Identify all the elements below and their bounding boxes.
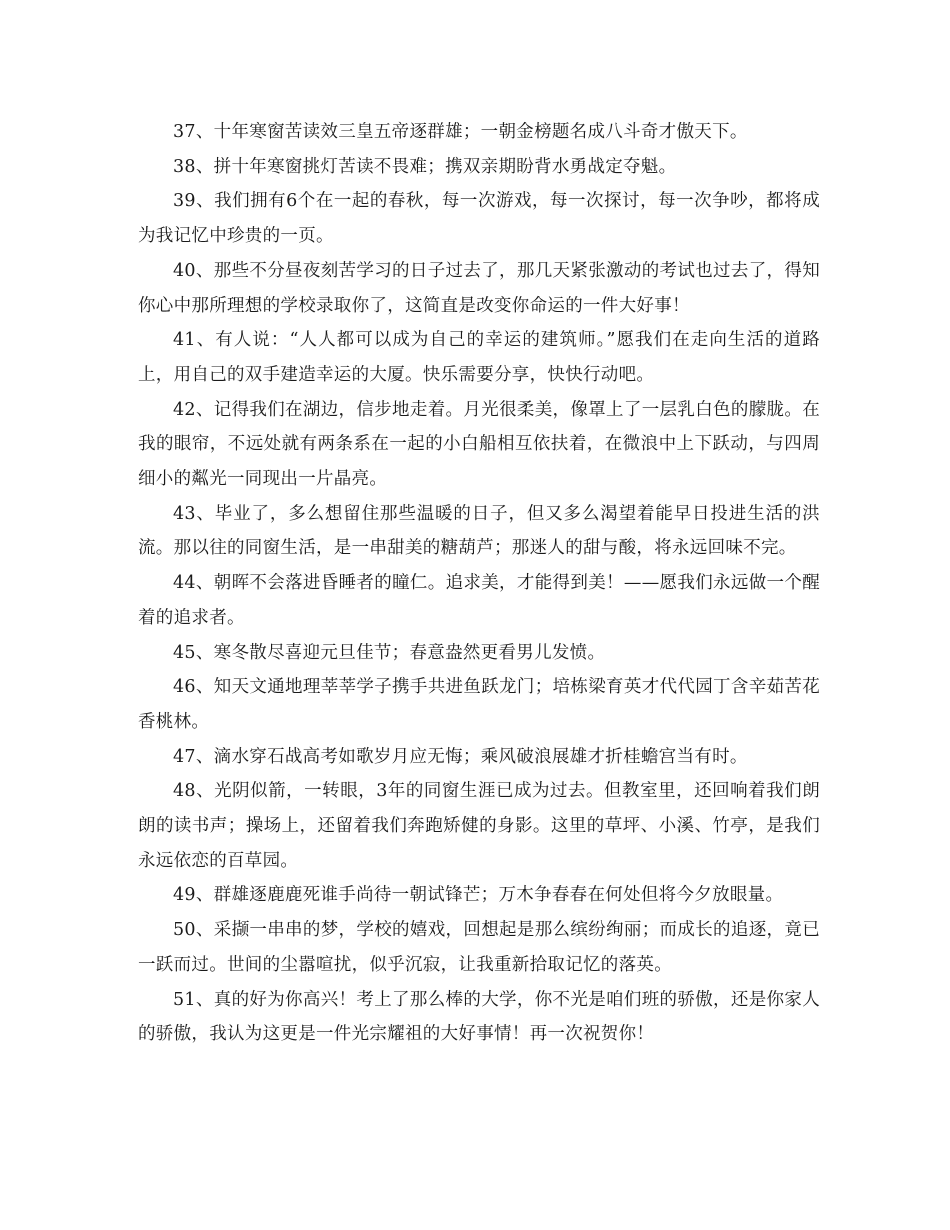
paragraph-37: 37、十年寒窗苦读效三皇五帝逐群雄；一朝金榜题名成八斗奇才傲天下。: [173, 122, 748, 142]
paragraph-41: 41、有人说：“人人都可以成为自己的幸运的建筑师。”愿我们在走向生活的道路上，用自己的双手建造幸运的大厦。快乐需要分享，快快行动吧。: [138, 330, 820, 385]
paragraph-47: 47、滴水穿石战高考如歌岁月应无悔；乘风破浪展雄才折桂蟾宫当有时。: [173, 746, 748, 767]
paragraph-49: 49、群雄逐鹿鹿死谁手尚待一朝试锋芒；万木争春春在何处但将今夕放眼量。: [173, 885, 784, 906]
paragraph-46: 46、知天文通地理莘莘学子携手共进鱼跃龙门；培栋梁育英才代代园丁含辛茹苦花香桃林。: [138, 677, 820, 732]
paragraph-50: 50、采撷一串串的梦，学校的嬉戏，回想起是那么缤纷绚丽；而成长的追逐，竟已一跃而过。世间的尘嚣喧扰，似乎沉寂，让我重新拾取记忆的落英。: [138, 920, 820, 975]
paragraph-44: 44、朝晖不会落进昏睡者的瞳仁。追求美，才能得到美！——愿我们永远做一个醒着的追求者。: [138, 573, 820, 628]
paragraph-39: 39、我们拥有6个在一起的春秋，每一次游戏，每一次探讨，每一次争吵，都将成为我记忆中珍贵的一页。: [138, 191, 820, 247]
body-text: [138, 115, 820, 1052]
paragraph-40: 40、那些不分昼夜刻苦学习的日子过去了，那几天紧张激动的考试也过去了，得知你心中那所理想的学校录取你了，这简直是改变你命运的一件大好事！: [138, 260, 820, 316]
paragraph-43: 43、毕业了，多么想留住那些温暖的日子，但又多么渴望着能早日投进生活的洪流。那以往的同窗生活，是一串甜美的糖葫芦；那迷人的甜与酸，将永远回味不完。: [138, 503, 820, 559]
paragraph-42: 42、记得我们在湖边，信步地走着。月光很柔美，像罩上了一层乳白色的朦胧。在我的眼帘，不远处就有两条系在一起的小白船相互依扶着，在微浪中上下跃动，与四周细小的粼光一同现出一片晶亮。: [138, 399, 820, 490]
paragraph-48: 48、光阴似箭，一转眼，3年的同窗生涯已成为过去。但教室里，还回响着我们朗朗的读书声；操场上，还留着我们奔跑矫健的身影。这里的草坪、小溪、竹亭，是我们永远依恋的百草园。: [138, 781, 820, 871]
paragraph-38: 38、拼十年寒窗挑灯苦读不畏难；携双亲期盼背水勇战定夺魁。: [173, 156, 677, 177]
paragraph-51: 51、真的好为你高兴！考上了那么棒的大学，你不光是咱们班的骄傲，还是你家人的骄傲，我认为这更是一件光宗耀祖的大好事情！再一次祝贺你！: [138, 989, 820, 1045]
paragraph-45: 45、寒冬散尽喜迎元旦佳节；春意盎然更看男儿发愤。: [173, 642, 606, 663]
